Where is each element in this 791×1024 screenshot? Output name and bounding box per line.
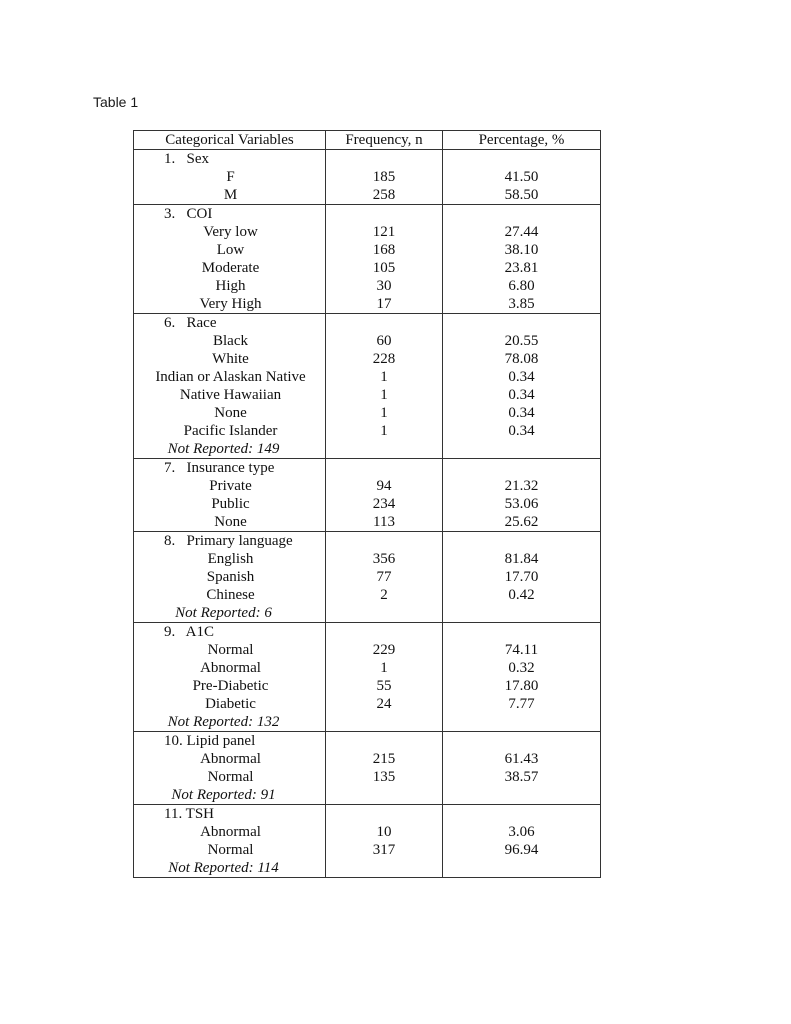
variable-group-label: 10. Lipid panel (164, 733, 256, 749)
frequency-value: 1 (380, 423, 388, 439)
frequency-cell (326, 314, 443, 459)
header-frequency: Frequency, n (326, 131, 443, 150)
percentage-value: 17.80 (504, 678, 539, 694)
category-label: Abnormal (200, 660, 261, 676)
category-label: Moderate (201, 260, 260, 276)
category-label: Very High (199, 296, 262, 312)
frequency-value: 60 (376, 333, 392, 349)
category-label: Pre-Diabetic (192, 678, 269, 694)
table-body (134, 150, 601, 878)
frequency-value: 317 (372, 842, 396, 858)
not-reported-note: Not Reported: 91 (171, 787, 276, 803)
frequency-value: 24 (376, 696, 392, 712)
header-row (134, 131, 601, 150)
frequency-value: 258 (372, 187, 396, 203)
category-label: English (207, 551, 254, 567)
category-label: None (214, 514, 247, 530)
frequency-value: 94 (376, 478, 392, 494)
variable-group-label: 11. TSH (164, 806, 215, 822)
frequency-value: 234 (372, 496, 396, 512)
category-label: Low (216, 242, 245, 258)
variable-group-label: 6. Race (164, 315, 217, 331)
percentage-value: 3.85 (508, 296, 535, 312)
category-label: M (223, 187, 238, 203)
table-group-row (134, 532, 601, 623)
category-label: Private (209, 478, 252, 494)
percentage-cell (443, 805, 601, 878)
frequency-value: 55 (376, 678, 392, 694)
percentage-value: 0.34 (508, 387, 535, 403)
frequency-value: 1 (380, 387, 388, 403)
percentage-cell (443, 314, 601, 459)
frequency-cell (326, 732, 443, 805)
category-label: White (212, 351, 249, 367)
percentage-value: 23.81 (504, 260, 539, 276)
percentage-value: 53.06 (504, 496, 539, 512)
table-group-row (134, 314, 601, 459)
percentage-cell (443, 459, 601, 532)
percentage-value: 38.57 (504, 769, 539, 785)
percentage-value: 61.43 (504, 751, 539, 767)
categorical-variables-table (133, 130, 601, 878)
not-reported-note: Not Reported: 114 (168, 860, 279, 876)
percentage-value: 78.08 (504, 351, 539, 367)
percentage-value: 3.06 (508, 824, 535, 840)
frequency-cell (326, 805, 443, 878)
frequency-value: 229 (372, 642, 396, 658)
category-label: Diabetic (205, 696, 256, 712)
category-label: Public (211, 496, 250, 512)
variable-cell (134, 805, 326, 878)
not-reported-note: Not Reported: 132 (167, 714, 280, 730)
category-label: Normal (207, 769, 254, 785)
frequency-value: 1 (380, 405, 388, 421)
frequency-value: 10 (376, 824, 392, 840)
percentage-value: 74.11 (504, 642, 539, 658)
percentage-value: 38.10 (504, 242, 539, 258)
percentage-cell (443, 623, 601, 732)
variable-cell (134, 532, 326, 623)
variable-group-label: 1. Sex (164, 151, 209, 167)
table-group-row (134, 805, 601, 878)
category-label: Chinese (206, 587, 255, 603)
percentage-value: 17.70 (504, 569, 539, 585)
table-group-row (134, 459, 601, 532)
frequency-value: 185 (372, 169, 396, 185)
variable-group-label: 8. Primary language (164, 533, 293, 549)
frequency-value: 135 (372, 769, 396, 785)
percentage-value: 7.77 (508, 696, 535, 712)
percentage-value: 96.94 (504, 842, 539, 858)
variable-cell (134, 150, 326, 205)
percentage-value: 6.80 (508, 278, 535, 294)
percentage-value: 21.32 (504, 478, 539, 494)
category-label: High (215, 278, 246, 294)
not-reported-note: Not Reported: 6 (175, 605, 272, 621)
table-group-row (134, 150, 601, 205)
category-label: Very low (203, 224, 258, 240)
table-group-row (134, 205, 601, 314)
frequency-value: 1 (380, 369, 388, 385)
percentage-value: 0.42 (508, 587, 535, 603)
category-label: Black (213, 333, 248, 349)
category-label: F (226, 169, 235, 185)
percentage-value: 25.62 (504, 514, 539, 530)
frequency-cell (326, 532, 443, 623)
header-categorical-variables: Categorical Variables (134, 131, 326, 150)
frequency-value: 228 (372, 351, 396, 367)
category-label: Normal (207, 642, 254, 658)
variable-group-label: 9. A1C (164, 624, 215, 640)
percentage-cell (443, 150, 601, 205)
frequency-cell (326, 205, 443, 314)
percentage-value: 0.34 (508, 405, 535, 421)
percentage-cell (443, 205, 601, 314)
variable-group-label: 7. Insurance type (164, 460, 275, 476)
category-label: Pacific Islander (183, 423, 278, 439)
percentage-value: 20.55 (504, 333, 539, 349)
frequency-value: 113 (373, 514, 395, 530)
frequency-value: 77 (376, 569, 392, 585)
percentage-value: 0.34 (508, 423, 535, 439)
category-label: Native Hawaiian (179, 387, 282, 403)
category-label: Abnormal (200, 751, 261, 767)
variable-cell (134, 459, 326, 532)
category-label: Abnormal (200, 824, 261, 840)
frequency-value: 168 (372, 242, 396, 258)
category-label: Spanish (206, 569, 255, 585)
variable-cell (134, 732, 326, 805)
percentage-value: 27.44 (504, 224, 539, 240)
frequency-value: 2 (380, 587, 388, 603)
frequency-value: 30 (376, 278, 392, 294)
variable-cell (134, 205, 326, 314)
percentage-value: 81.84 (504, 551, 539, 567)
category-label: Indian or Alaskan Native (155, 369, 306, 385)
frequency-value: 105 (372, 260, 396, 276)
variable-cell (134, 623, 326, 732)
category-label: Normal (207, 842, 254, 858)
frequency-value: 215 (372, 751, 396, 767)
table-group-row (134, 732, 601, 805)
frequency-cell (326, 623, 443, 732)
percentage-cell (443, 732, 601, 805)
variable-cell (134, 314, 326, 459)
percentage-value: 58.50 (504, 187, 539, 203)
frequency-value: 121 (372, 224, 396, 240)
category-label: None (214, 405, 247, 421)
frequency-value: 1 (380, 660, 388, 676)
frequency-value: 17 (376, 296, 392, 312)
frequency-value: 356 (372, 551, 396, 567)
table-caption: Table 1 (93, 94, 139, 110)
not-reported-note: Not Reported: 149 (167, 441, 280, 457)
table-group-row (134, 623, 601, 732)
header-percentage: Percentage, % (443, 131, 601, 150)
frequency-cell (326, 150, 443, 205)
percentage-value: 41.50 (504, 169, 539, 185)
percentage-value: 0.32 (508, 660, 535, 676)
variable-group-label: 3. COI (164, 206, 213, 222)
percentage-value: 0.34 (508, 369, 535, 385)
frequency-cell (326, 459, 443, 532)
percentage-cell (443, 532, 601, 623)
